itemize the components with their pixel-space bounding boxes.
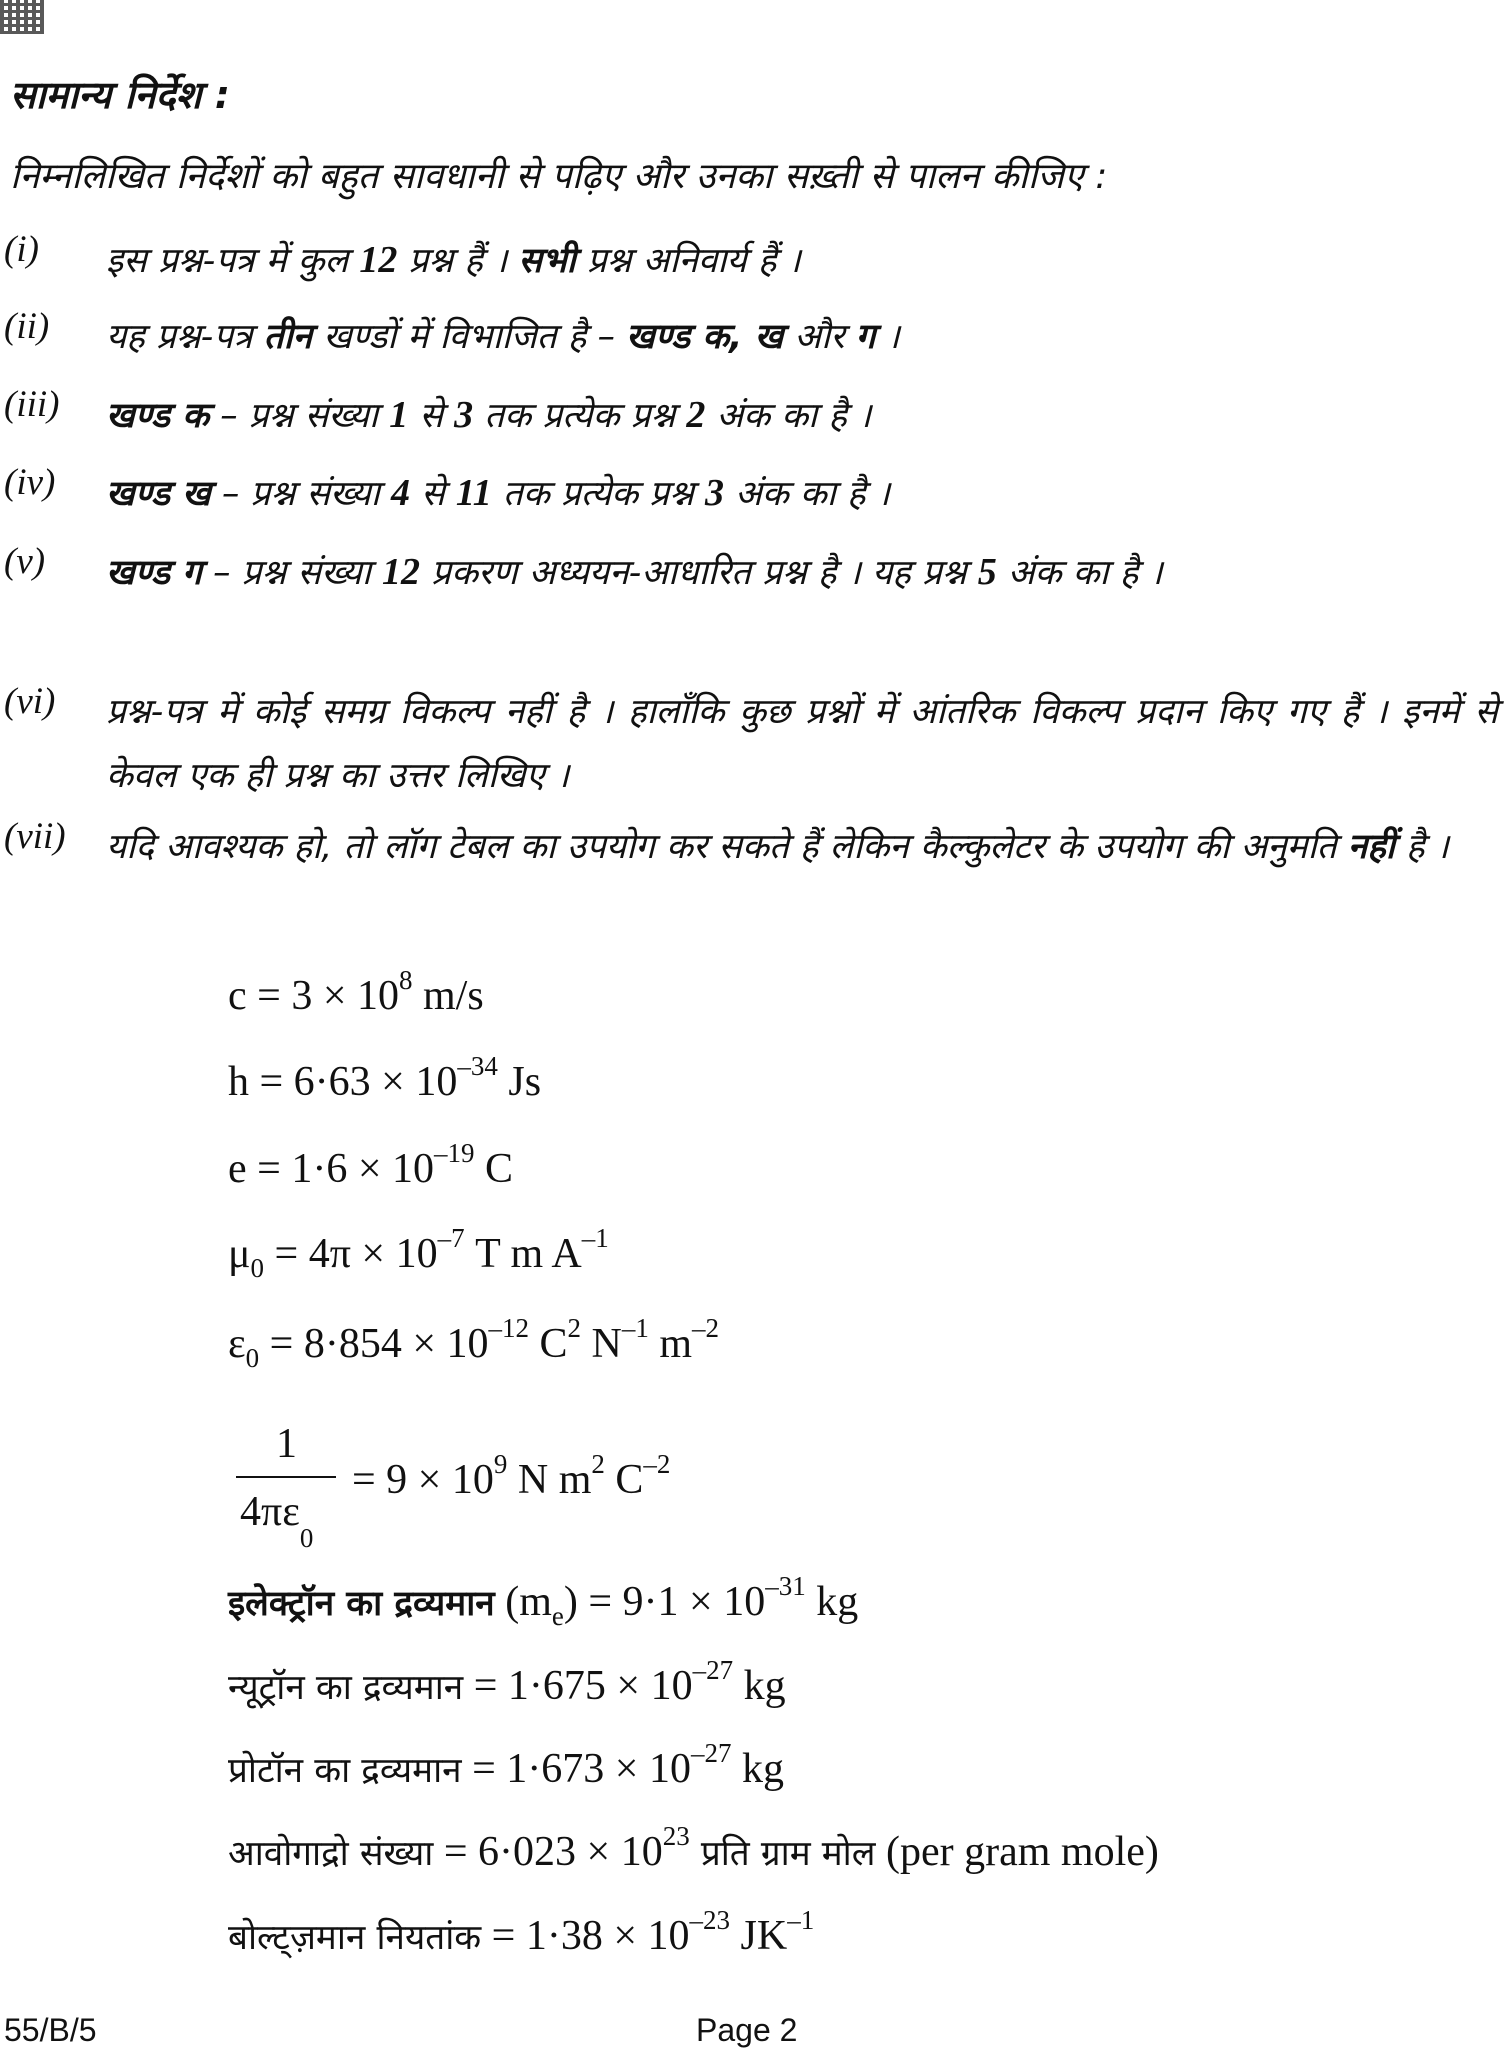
- instruction-text: खण्ड क – प्रश्न संख्या 1 से 3 तक प्रत्येक प्रश्न 2 अंक का है ।: [106, 394, 872, 436]
- constant-boltzmann: बोल्ट्ज़मान नियतांक = $1\cdot 38 \times 10^{-23}$ $JK^{-1}$: [228, 1905, 815, 1959]
- fraction-denominator: $4\pi\varepsilon_0$: [240, 1489, 314, 1553]
- constant-planck: $h = 6\cdot 63 \times 10^{-34}$ Js: [228, 1051, 542, 1105]
- constant-avogadro: आवोगाद्रो संख्या = $6\cdot 023 \times 10^{23}$ प्रति ग्राम मोल (per gram mole): [228, 1821, 1159, 1875]
- instruction-number: (iv): [4, 462, 56, 503]
- instruction-text: खण्ड ख – प्रश्न संख्या 4 से 11 तक प्रत्येक प्रश्न 3 अंक का है ।: [106, 472, 890, 514]
- instruction-text: खण्ड ग – प्रश्न संख्या 12 प्रकरण अध्ययन-आधारित प्रश्न है । यह प्रश्न 5 अंक का है ।: [106, 551, 1163, 593]
- instruction-number: (ii): [4, 306, 50, 347]
- instruction-text: यदि आवश्यक हो, तो लॉग टेबल का उपयोग कर सकते हैं लेकिन कैल्कुलेटर के उपयोग की अनुमति नहीं है ।: [106, 827, 1449, 867]
- constant-neutron-mass: न्यूट्रॉन का द्रव्यमान = $1\cdot 675 \times 10^{-27}$ kg: [228, 1655, 786, 1709]
- instruction-text: प्रश्न-पत्र में कोई समग्र विकल्प नहीं है । हालाँकि कुछ प्रश्नों में आंतरिक विकल्प प्रदान किए गए हैं । इनमें से केवल एक ही प्रश्न का उत्तर लिखिए ।: [106, 692, 1498, 796]
- instruction-number: (vii): [4, 816, 66, 857]
- paper-code: 55/B/5: [4, 2012, 97, 2048]
- fraction-bar: [236, 1476, 336, 1478]
- constant-speed-of-light: $c = 3 \times 10^8$ m/s: [228, 965, 484, 1019]
- instruction-text: यह प्रश्न-पत्र तीन खण्डों में विभाजित है – खण्ड क, ख और ग ।: [106, 317, 900, 357]
- constant-electron-mass: इलेक्ट्रॉन का द्रव्यमान $(m_e) = 9\cdot 1 \times 10^{-31}$ kg: [228, 1571, 859, 1631]
- instruction-number: (iii): [4, 384, 60, 425]
- constant-proton-mass: प्रोटॉन का द्रव्यमान = $1\cdot 673 \times 10^{-27}$ kg: [228, 1738, 784, 1792]
- fraction-numerator: 1: [276, 1421, 297, 1467]
- coulomb-constant-fraction: [234, 1420, 344, 1560]
- instruction-number: (v): [4, 541, 46, 582]
- constant-mu0: $\mu_0 = 4\pi \times 10^{-7}$ T m $A^{-1}$: [228, 1223, 609, 1283]
- constant-electron-charge: $e = 1\cdot 6 \times 10^{-19}$ C: [228, 1138, 514, 1192]
- qr-code: [0, 0, 44, 34]
- constant-epsilon0: $\varepsilon_0 = 8\cdot 854 \times 10^{-12}$ $C^2$ $N^{-1}$ $m^{-2}$: [228, 1313, 720, 1373]
- intro-text: निम्नलिखित निर्देशों को बहुत सावधानी से पढ़िए और उनका सख़्ती से पालन कीजिए :: [10, 156, 1108, 197]
- instruction-text: इस प्रश्न-पत्र में कुल 12 प्रश्न हैं । सभी प्रश्न अनिवार्य हैं ।: [106, 239, 801, 281]
- constant-coulomb: = $9 \times 10^9$ N $m^2$ $C^{-2}$: [352, 1449, 671, 1503]
- page-number: Page 2: [696, 2012, 798, 2048]
- instruction-number: (i): [4, 229, 39, 270]
- instruction-number: (vi): [4, 681, 56, 722]
- page-heading: सामान्य निर्देश :: [10, 73, 230, 117]
